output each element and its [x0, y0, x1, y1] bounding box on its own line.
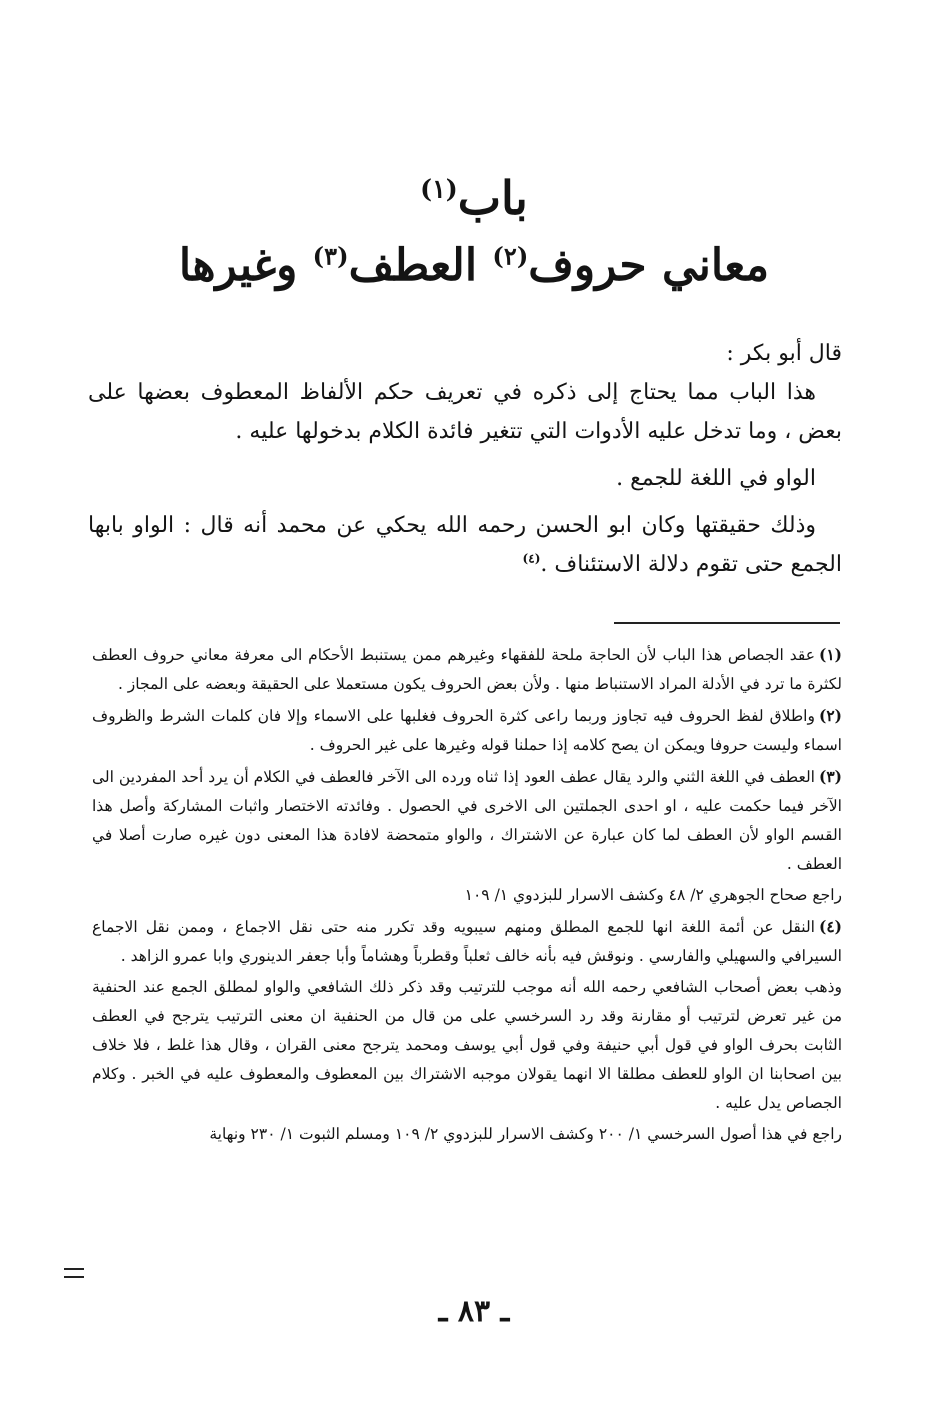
author-attribution: قال أبو بكر : — [726, 341, 842, 366]
footnote-4-reference: راجع في هذا أصول السرخسي ١/ ٢٠٠ وكشف الاسرار للبزدوي ٢/ ١٠٩ ومسلم الثبوت ١/ ٢٣٠ ونهاية — [209, 1125, 842, 1143]
footnote-1 — [92, 640, 842, 699]
footnote-number: (١) — [818, 645, 842, 664]
footnote-number: (٣) — [818, 767, 842, 786]
paragraph-3-text: وذلك حقيقتها وكان ابو الحسن رحمه الله يحكي عن محمد أنه قال : الواو بابها الجمع حتى تقوم دلالة الاستئناف . — [88, 513, 842, 577]
footnote-ref-3: (٣) — [312, 241, 349, 271]
footnote-ref-2: (٢) — [492, 241, 529, 271]
chapter-title-line2 — [60, 236, 888, 296]
paragraph-1: هذا الباب مما يحتاج إلى ذكره في تعريف حكم الألفاظ المعطوف بعضها على بعض ، وما تدخل عليه الأدوات التي تتغير فائدة الكلام بدخولها عليه . — [88, 380, 842, 444]
footnote-4 — [92, 912, 842, 971]
footnote-2 — [92, 701, 842, 760]
paragraph-2: الواو في اللغة للجمع . — [616, 466, 816, 491]
footnote-text: واطلاق لفظ الحروف فيه تجاوز وربما راعى كثرة الحروف فغلبها على الاسماء وإلا فان كلمات الشرط والظروف اسماء وليست حروفا ويمكن ان يصح كلامه إذا حملنا قوله وغيرها على غير الحروف . — [92, 707, 842, 754]
footnote-number: (٢) — [818, 706, 842, 725]
footnote-ref-1: (١) — [420, 173, 458, 204]
footnote-text: النقل عن أئمة اللغة انها للجمع المطلق ومنهم سيبويه وقد تكرر منه حتى نقل الاجماع ، وممن نقل الاجماع السيرافي والسهيلي والفارسي . ونوقش فيه بأنه خالف ثعلباً وقطرباً وهشاماً وأبا جعفر الدينوري وابا عمرو الزاهد . — [92, 918, 842, 965]
paragraph-3 — [88, 506, 842, 584]
footnote-text: عقد الجصاص هذا الباب لأن الحاجة ملحة للفقهاء وغيرهم ممن يستنبط الأحكام الى معرفة معاني حروف العطف لكثرة ما ترد في الأدلة المراد الاستنباط منها . ولأن بعض الحروف يكون مستعملا على الحقيقة وبعضه على المجاز . — [92, 646, 842, 693]
chapter-title-line1 — [60, 168, 888, 228]
page-number: ـ ٨٣ ـ — [438, 1294, 510, 1329]
footnote-3 — [92, 762, 842, 879]
footnote-3-reference: راجع صحاح الجوهري ٢/ ٤٨ وكشف الاسرار للبزدوي ١/ ١٠٩ — [464, 886, 842, 904]
chapter-title-part3: وغيرها — [178, 240, 313, 291]
footnote-4-continuation: وذهب بعض أصحاب الشافعي رحمه الله أنه موجب للترتيب وقد ذكر ذلك الشافعي والواو لمطلق الجمع عند الحنفية من غير تعرض لترتيب أو مقارنة وقد رد السرخسي على من قال من الحنفية ان معنى الترتيب يترجح في العطف الثابت بحرف الواو في قول أبي حنيفة وفي قول أبي يوسف ومحمد يترجح معنى القران ، وقال هذا غلط ، فلا خلاف بين اصحابنا ان الواو للعطف مطلقا الا انهما يقولان موجبه الاشتراك بين المعطوف والمعطوف عليه في الخبر . وكلام الجصاص يدل عليه . — [92, 978, 842, 1112]
footnotes-section — [92, 640, 842, 1151]
continuation-mark — [64, 1268, 84, 1278]
main-text — [88, 334, 842, 584]
chapter-title-part1: معاني حروف — [528, 240, 770, 291]
footnote-number: (٤) — [818, 917, 842, 936]
chapter-title-part2: العطف — [348, 240, 493, 291]
footnote-text: العطف في اللغة الثني والرد يقال عطف العود إذا ثناه ورده الى الآخر فالعطف في الكلام أن يرد أحد المفردين الى الآخر فيما حكمت عليه ، او احدى الجملتين الى الاخرى في الحصول . وفائدته الاختصار واثبات المشاركة وأصل هذا القسم الواو لأن العطف لما كان عبارة عن الاشتراك ، والواو متمحضة لافادة هذا المعنى دون غيره صارت أصلا في العطف . — [92, 768, 842, 873]
footnote-separator — [614, 622, 840, 624]
chapter-title-word: باب — [457, 171, 528, 225]
footnote-ref-4: (٤) — [522, 551, 541, 566]
